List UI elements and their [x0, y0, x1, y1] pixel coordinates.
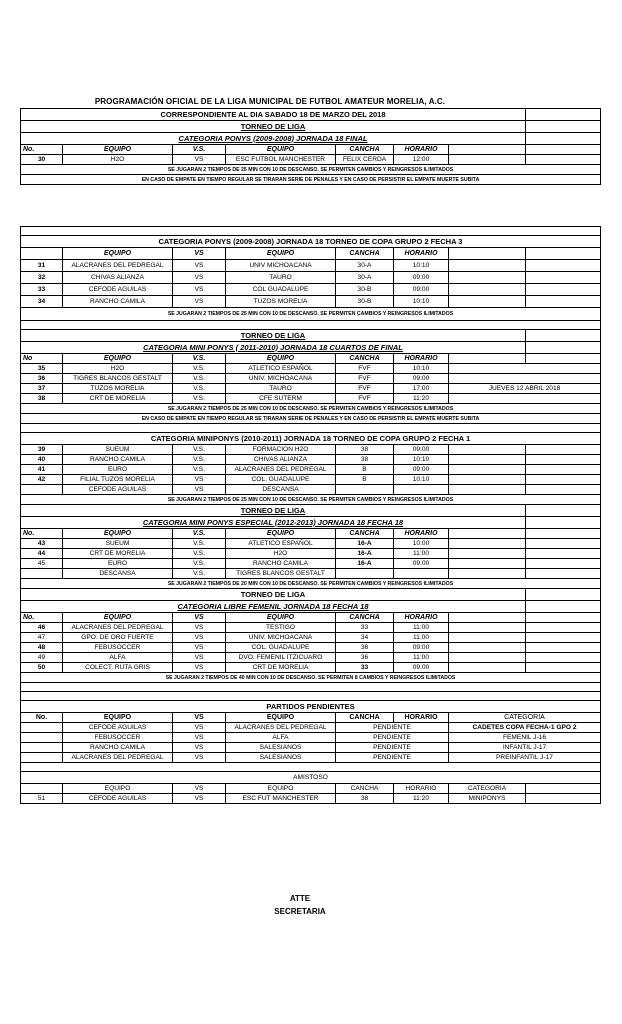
- col-header: EQUIPO: [63, 529, 173, 539]
- col-header: EQUIPO: [63, 145, 173, 155]
- tournament-label: TORNEO DE LIGA: [21, 330, 526, 342]
- category-title: CATEGORIA MINIPONYS (2010-2011) JORNADA 18 TORNEO DE COPA GRUPO 2 FECHA 1: [21, 433, 601, 445]
- col-header: EQUIPO: [226, 145, 336, 155]
- table-row: 36 TIGRES BLANCOS GESTALT V.S. UNIV. MICHOACANA FVF 09:00: [21, 374, 601, 384]
- rules-note: SE JUGARAN 2 TIEMPOS DE 25 MIN CON 10 DE DESCANSO. SE PERMITEN CAMBIOS Y REINGRESOS ILIMITADOS: [21, 404, 601, 414]
- table-row: RANCHO CAMILA VS SALESIANOS PENDIENTE INFANTIL J-17: [21, 743, 601, 753]
- col-header: EQUIPO: [226, 248, 336, 260]
- schedule-table-main: [20, 226, 601, 804]
- col-header: CANCHA: [336, 529, 394, 539]
- rules-note: SE JUGARAN 2 TIEMPOS DE 40 MIN CON 10 DE DESCANSO. SE PERMITEN 8 CAMBIOS Y REINGRESOS ILIMITADOS: [21, 673, 601, 683]
- table-row: 41 EURO V.S. ALACRANES DEL PEDREGAL B 09:00: [21, 465, 601, 475]
- signature-secretaria: SECRETARIA: [274, 907, 326, 916]
- tournament-label: TORNEO DE LIGA: [21, 589, 526, 601]
- table-row: 30 H2O VS ESC FUTBOL MANCHESTER FELIX CERDA 12:00: [21, 155, 601, 165]
- table-row: 32 CHIVAS ALIANZA VS TAURO 30-A 09:00: [21, 272, 601, 284]
- col-header: CANCHA: [336, 713, 394, 723]
- table-row: 46 ALACRANES DEL PEDREGAL VS TESTIGO 33 11:00: [21, 623, 601, 633]
- col-header: EQUIPO: [63, 713, 173, 723]
- rules-note: SE JUGARAN 2 TIEMPOS DE 25 MIN CON 10 DE DESCANSO. SE PERMITEN CAMBIOS Y REINGRESOS ILIMITADOS: [21, 308, 601, 321]
- col-header: V.S.: [173, 354, 226, 364]
- col-header: CATEGORIA: [449, 784, 526, 794]
- table-row: FEBUSOCCER VS ALFA PENDIENTE FEMENIL J-16: [21, 733, 601, 743]
- col-header: EQUIPO: [226, 613, 336, 623]
- col-header: VS: [173, 784, 226, 794]
- rules-note: SE JUGARAN 2 TIEMPOS DE 25 MIN CON 10 DE DESCANSO. SE PERMITEN CAMBIOS Y REINGRESOS ILIMITADOS: [21, 165, 601, 175]
- category-title: CATEGORIA MINI PONYS ( 2011-2010) JORNADA 18 CUARTOS DE FINAL: [21, 342, 526, 354]
- table-row: 50 COLECT. RUTA GRIS VS CRT DE MORELIA 33 09:00: [21, 663, 601, 673]
- col-header: CATEGORIA: [449, 713, 601, 723]
- col-header: EQUIPO: [226, 713, 336, 723]
- col-header: No: [21, 354, 63, 364]
- col-header: CANCHA: [336, 248, 394, 260]
- table-row: 31 ALACRANES DEL PEDREGAL VS UNIV MICHOACANA 30-A 10:10: [21, 260, 601, 272]
- rules-note: EN CASO DE EMPATE EN TIEMPO REGULAR SE TIRARAN SERIE DE PENALES Y EN CASO DE PERSISTIR EL EMPATE MUERTE SUBITA: [21, 414, 601, 424]
- match-note: JUEVES 12 ABRIL 2018: [449, 384, 601, 394]
- category-title: CATEGORIA LIBRE FEMENIL JORNADA 18 FECHA 18: [21, 601, 526, 613]
- table-row: 40 RANCHO CAMILA V.S. CHIVAS ALIANZA 38 10:10: [21, 455, 601, 465]
- col-header: HORARIO: [394, 354, 449, 364]
- table-row: 43 SUEUM V.S. ATLETICO ESPAÑOL 16-A 10:00: [21, 539, 601, 549]
- col-header: V.S.: [173, 529, 226, 539]
- tournament-label: TORNEO DE LIGA: [21, 121, 526, 133]
- col-header: HORARIO: [394, 529, 449, 539]
- col-header: HORARIO: [394, 613, 449, 623]
- category-title: CATEGORIA MINI PONYS ESPECIAL (2012-2013) JORNADA 18 FECHA 18: [21, 517, 526, 529]
- table-row: 45 EURO V.S. RANCHO CAMILA 16-A 09:00: [21, 559, 601, 569]
- col-header: No.: [21, 613, 63, 623]
- col-header: CANCHA: [336, 354, 394, 364]
- tournament-label: TORNEO DE LIGA: [21, 505, 526, 517]
- table-row: 42 FILIAL TUZOS MORELIA VS COL. GUADALUPE B 10:10: [21, 475, 601, 485]
- table-row: 34 RANCHO CAMILA VS TUZOS MORELIA 30-B 10:10: [21, 296, 601, 308]
- schedule-table-ponys-final: [20, 108, 601, 185]
- table-row: 51 CEFODE AGUILAS VS ESC FUT MANCHESTER 38 11:20 MINIPONYS: [21, 794, 601, 804]
- table-row: 37 TUZOS MORELIA V.S. TAURO FVF 17:00 JUEVES 12 ABRIL 2018: [21, 384, 601, 394]
- col-header: HORARIO: [394, 784, 449, 794]
- pending-title: PARTIDOS PENDIENTES: [21, 701, 601, 713]
- col-header: CANCHA: [336, 145, 394, 155]
- table-row: ALACRANES DEL PEDREGAL VS SALESIANOS PENDIENTE PREINFANTIL J-17: [21, 753, 601, 763]
- table-row: 44 CRT DE MORELIA V.S. H2O 16-A 11:00: [21, 549, 601, 559]
- table-row: 49 ALFA VS DVO. FEMENIL ITZICUARO 36 11:00: [21, 653, 601, 663]
- col-header: VS: [173, 248, 226, 260]
- signature-atte: ATTE: [289, 894, 311, 903]
- table-row: 39 SUEUM V.S. FORMACION H2O 38 09:00: [21, 445, 601, 455]
- table-row: 48 FEBUSOCCER VS COL. GUADALUPE 36 09:00: [21, 643, 601, 653]
- col-header: VS: [173, 613, 226, 623]
- col-header: No.: [21, 145, 63, 155]
- category-title: CATEGORIA PONYS (2009-2008) JORNADA 18 FINAL: [21, 133, 526, 145]
- table-row: 33 CEFODE AGUILAS VS COL GUADALUPE 30-B 09:00: [21, 284, 601, 296]
- col-header: EQUIPO: [63, 784, 173, 794]
- friendly-title: AMISTOSO: [21, 772, 601, 784]
- col-header: EQUIPO: [63, 613, 173, 623]
- col-header: EQUIPO: [63, 354, 173, 364]
- col-header: EQUIPO: [226, 529, 336, 539]
- table-row: 35 H2O V.S. ATLETICO ESPAÑOL FVF 10:10: [21, 364, 601, 374]
- table-row: DESCANSA V.S. TIGRES BLANCOS GESTALT: [21, 569, 601, 579]
- table-row: CEFODE AGUILAS VS DESCANSA: [21, 485, 601, 495]
- col-header: V.S.: [173, 145, 226, 155]
- table-row: 38 CRT DE MORELIA V.S. CFE SUTERM FVF 11:20: [21, 394, 601, 404]
- table-row: 47 GPO. DE ORO FUERTE VS UNIV. MICHOACANA 34 11:00: [21, 633, 601, 643]
- col-header: EQUIPO: [63, 248, 173, 260]
- rules-note: SE JUGARAN 2 TIEMPOS DE 25 MIN CON 10 DE DESCANSO. SE PERMITEN CAMBIOS Y REINGRESOS ILIMITADOS: [21, 495, 601, 505]
- col-header: VS: [173, 713, 226, 723]
- col-header: CANCHA: [336, 613, 394, 623]
- col-header: CANCHA: [336, 784, 394, 794]
- rules-note: EN CASO DE EMPATE EN TIEMPO REGULAR SE TIRARAN SERIE DE PENALES Y EN CASO DE PERSISTIR EL EMPATE MUERTE SUBITA: [21, 175, 601, 185]
- rules-note: SE JUGARAN 2 TIEMPOS DE 20 MIN CON 10 DE DESCANSO. SE PERMITEN CAMBIOS Y REINGRESOS ILIMITADOS: [21, 579, 601, 589]
- col-header: EQUIPO: [226, 354, 336, 364]
- col-header: No.: [21, 529, 63, 539]
- date-line: CORRESPONDIENTE AL DIA SABADO 18 DE MARZO DEL 2018: [21, 109, 526, 121]
- col-header: EQUIPO: [226, 784, 336, 794]
- page-title: PROGRAMACIÓN OFICIAL DE LA LIGA MUNICIPAL DE FUTBOL AMATEUR MORELIA, A.C.: [94, 97, 446, 106]
- col-header: HORARIO: [394, 713, 449, 723]
- col-header: No.: [21, 713, 63, 723]
- col-header: HORARIO: [394, 248, 449, 260]
- col-header: HORARIO: [394, 145, 449, 155]
- table-row: CEFODE AGUILAS VS ALACRANES DEL PEDREGAL PENDIENTE CADETES COPA FECHA-1 GPO 2: [21, 723, 601, 733]
- category-title: CATEGORIA PONYS (2009-2008) JORNADA 18 TORNEO DE COPA GRUPO 2 FECHA 3: [21, 236, 601, 248]
